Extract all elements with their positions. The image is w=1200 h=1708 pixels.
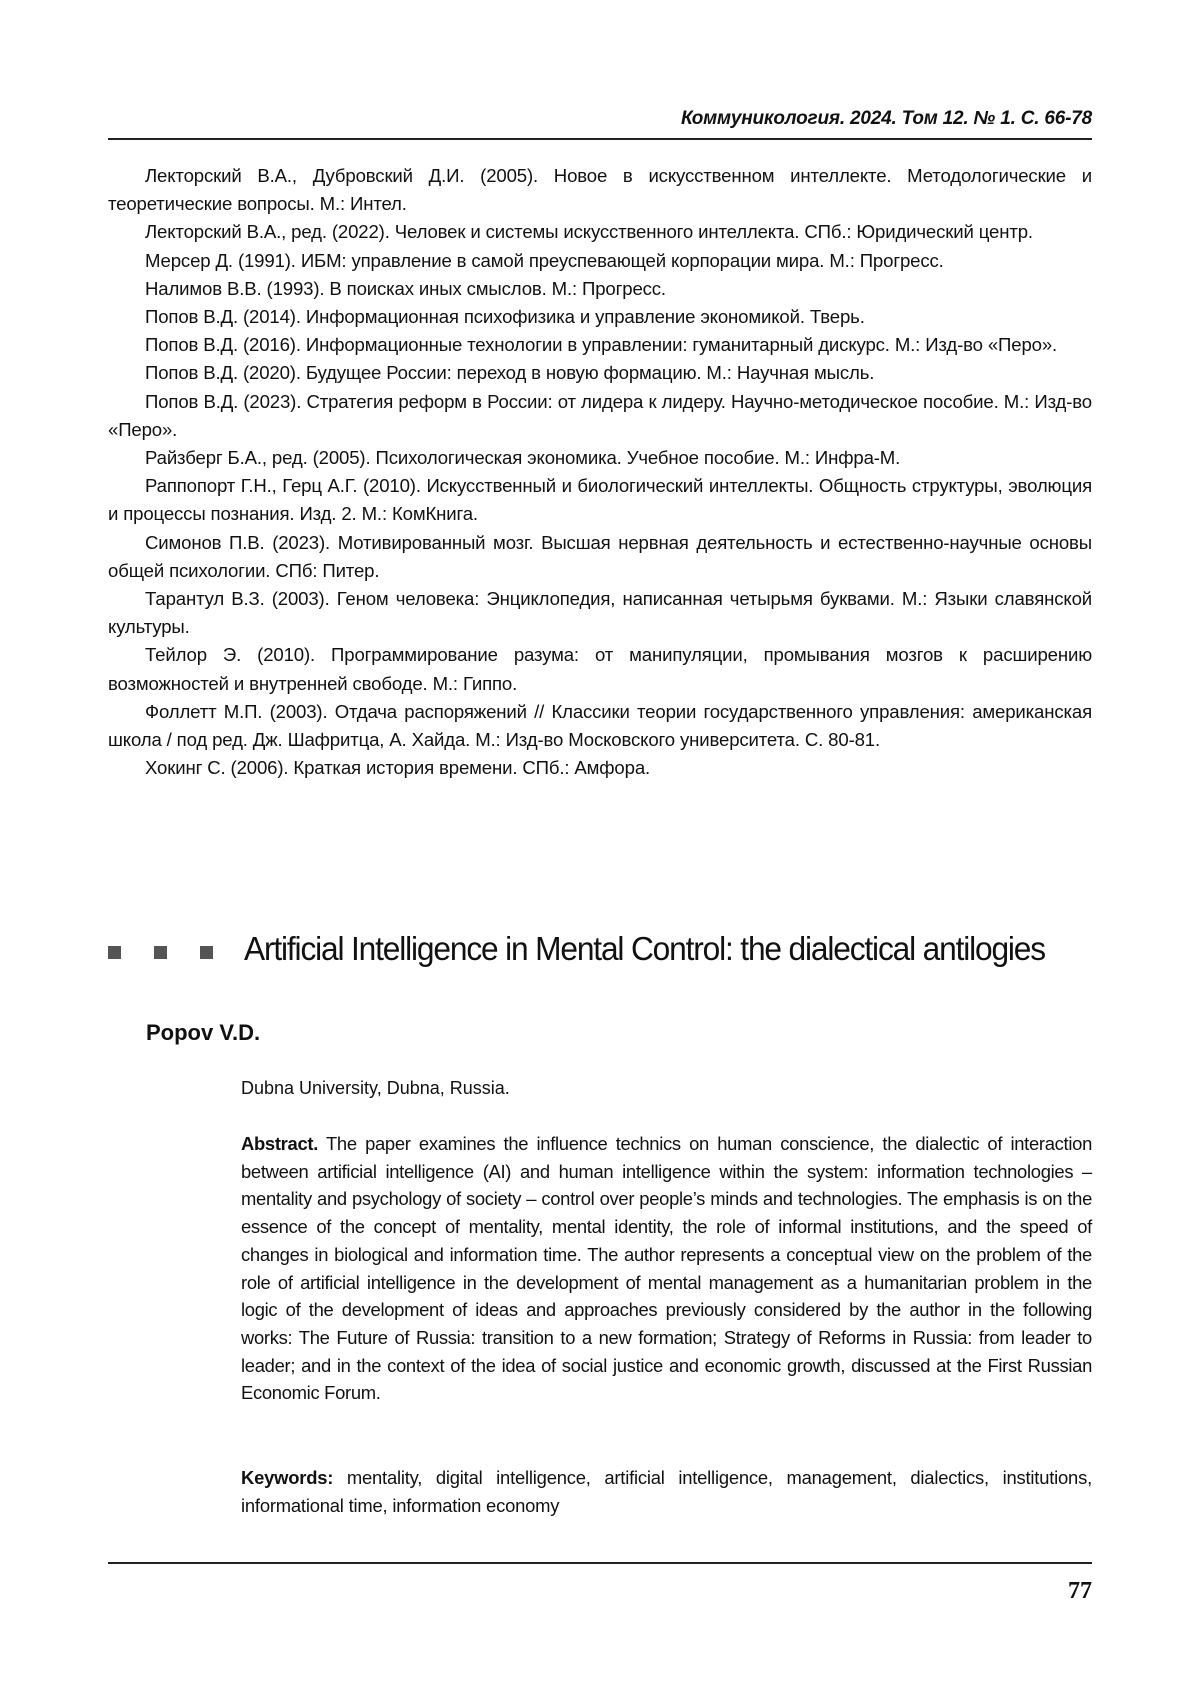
square-bullet-icon	[200, 946, 213, 959]
reference-item: Райзберг Б.А., ред. (2005). Психологическая экономика. Учебное пособие. М.: Инфра-М.	[145, 447, 901, 469]
keywords	[241, 1464, 1092, 1519]
reference-item: Фоллетт М.П. (2003). Отдача распоряжений // Классики теории государственного управления: американская школа / под ред. Дж. Шафритца, А. Хайда. М.: Изд-во Московского университета. С. 80-81.	[108, 700, 1092, 751]
square-bullet-icon	[154, 946, 167, 959]
article-title: Artificial Intelligence in Mental Control: the dialectical antilogies	[244, 930, 1045, 967]
reference-item: Тейлор Э. (2010). Программирование разума: от манипуляции, промывания мозгов к расширению возможностей и внутренней свободе. М.: Гиппо.	[108, 644, 1092, 694]
reference-item: Налимов В.В. (1993). В поисках иных смыслов. М.: Прогресс.	[145, 277, 666, 299]
reference-list	[108, 162, 1092, 782]
reference-item: Мерсер Д. (1991). ИБМ: управление в самой преуспевающей корпорации мира. М.: Прогресс.	[145, 249, 944, 271]
footer-rule	[108, 1562, 1092, 1564]
author-name: Popov V.D.	[146, 1020, 261, 1045]
abstract	[241, 1130, 1092, 1407]
article-title-row	[108, 930, 1108, 974]
reference-item: Лекторский В.А., ред. (2022). Человек и системы искусственного интеллекта. СПб.: Юридический центр.	[145, 221, 1033, 243]
reference-item: Тарантул В.З. (2003). Геном человека: Энциклопедия, написанная четырьмя буквами. М.: Языки славянской культуры.	[108, 588, 1092, 638]
author-affiliation: Dubna University, Dubna, Russia.	[241, 1078, 510, 1098]
abstract-label: Abstract.	[241, 1133, 319, 1154]
reference-item: Попов В.Д. (2020). Будущее России: переход в новую формацию. М.: Научная мысль.	[145, 362, 875, 384]
square-bullet-icon	[108, 946, 121, 959]
running-header: Коммуникология. 2024. Том 12. № 1. С. 66-78	[680, 108, 1092, 129]
reference-item: Симонов П.В. (2023). Мотивированный мозг. Высшая нервная деятельность и естественно-научные основы общей психологии. СПб: Питер.	[108, 531, 1092, 581]
page-number: 77	[1068, 1578, 1092, 1604]
reference-item: Раппопорт Г.Н., Герц А.Г. (2010). Искусственный и биологический интеллекты. Общность структуры, эволюция и процессы познания. Изд. 2. М.: КомКнига.	[108, 475, 1092, 525]
header-rule	[108, 138, 1092, 140]
reference-item: Лекторский В.А., Дубровский Д.И. (2005). Новое в искусственном интеллекте. Методологические и теоретические вопросы. М.: Интел.	[108, 165, 1092, 215]
keywords-text: mentality, digital intelligence, artificial intelligence, management, dialectics, institutions, informational time, information economy	[241, 1467, 1092, 1516]
reference-item: Попов В.Д. (2023). Стратегия реформ в России: от лидера к лидеру. Научно-методическое пособие. М.: Изд-во «Перо».	[108, 390, 1092, 440]
keywords-label: Keywords:	[241, 1467, 334, 1488]
abstract-text: The paper examines the influence technics on human conscience, the dialectic of interaction between artificial intelligence (AI) and human intelligence within the system: information technologies – mentality and psychology of society – control over people’s minds and technologies. The emphasis is on the essence of the concept of mentality, mental identity, the role of informal institutions, and the speed of changes in biological and information time. The author represents a conceptual view on the problem of the role of artificial intelligence in the development of mental management as a humanitarian problem in the logic of the development of ideas and approaches previously considered by the author in the following works: The Future of Russia: transition to a new formation; Strategy of Reforms in Russia: from leader to leader; and in the context of the idea of social justice and economic growth, discussed at the First Russian Economic Forum.	[241, 1133, 1092, 1404]
reference-item: Попов В.Д. (2016). Информационные технологии в управлении: гуманитарный дискурс. М.: Изд-во «Перо».	[145, 334, 1058, 356]
reference-item: Попов В.Д. (2014). Информационная психофизика и управление экономикой. Тверь.	[145, 306, 865, 328]
reference-item: Хокинг С. (2006). Краткая история времени. СПб.: Амфора.	[145, 757, 651, 779]
